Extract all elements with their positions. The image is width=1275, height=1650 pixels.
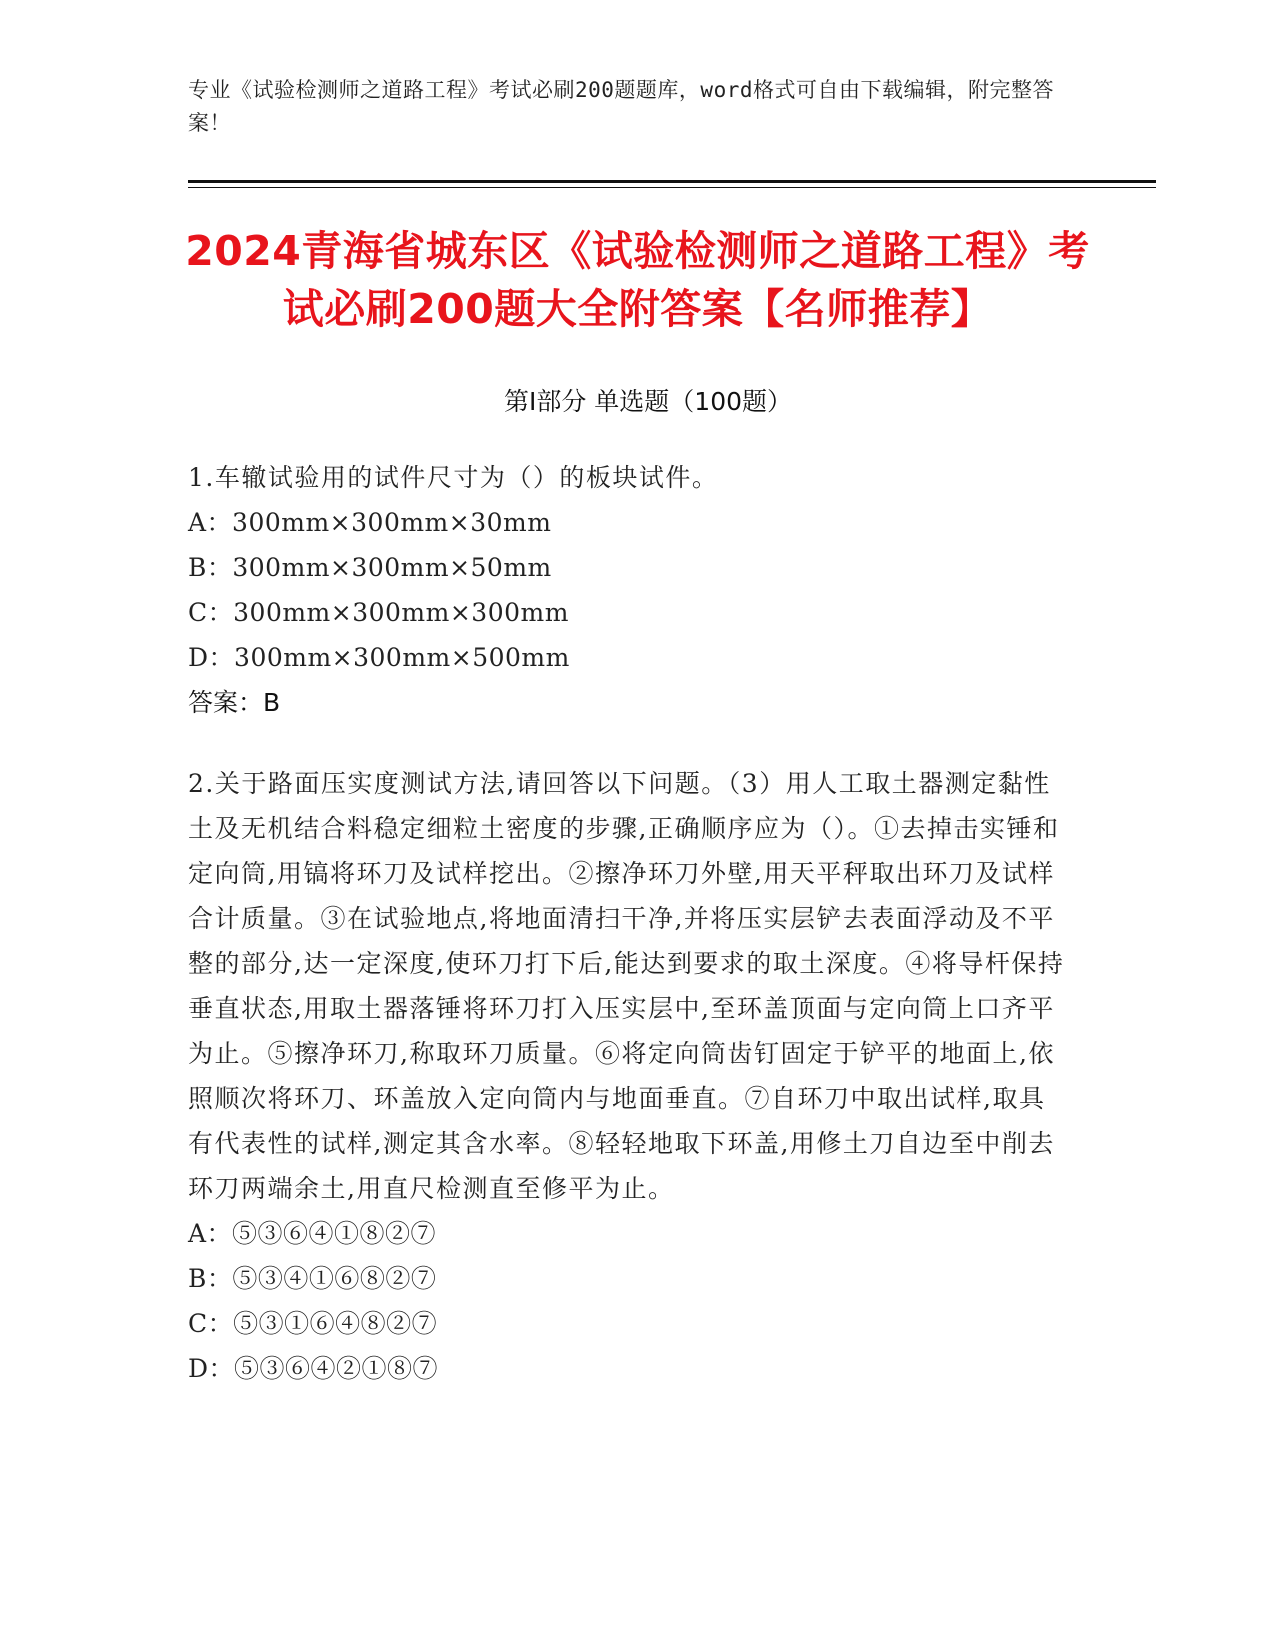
option-c: C：300mm×300mm×300mm bbox=[188, 598, 569, 627]
question-stem: 2.关于路面压实度测试方法,请回答以下问题。（3）用人工取土器测定黏性土及无机结合料稳定细粒土密度的步骤,正确顺序应为（）。①去掉击实锤和定向筒,用镐将环刀及试样挖出。②擦净环刀外壁,用天平秤取出环刀及试样合计质量。③在试验地点,将地面清扫干净,并将压实层铲去表面浮动及不平整的部分,达一定深度,使环刀打下后,能达到要求的取土深度。④将导杆保持垂直状态,用取土器落锤将环刀打入压实层中,至环盖顶面与定向筒上口齐平为止。⑤擦净环刀,称取环刀质量。⑥将定向筒齿钉固定于铲平的地面上,依照顺次将环刀、环盖放入定向筒内与地面垂直。⑦自环刀中取出试样,取具有代表性的试样,测定其含水率。⑧轻轻地取下环盖,用修土刀自边至中削去环刀两端余土,用直尺检测直至修平为止。 bbox=[188, 769, 1065, 1203]
header-divider-thick bbox=[188, 180, 1156, 183]
question-stem: 1.车辙试验用的试件尺寸为（）的板块试件。 bbox=[188, 463, 719, 492]
option-a: A：300mm×300mm×30mm bbox=[188, 508, 552, 537]
document-title: 2024青海省城东区《试验检测师之道路工程》考试必刷200题大全附答案【名师推荐】 bbox=[185, 227, 1090, 333]
question-1 bbox=[188, 455, 1068, 725]
answer-line: 答案：B bbox=[188, 688, 281, 717]
option-d: D：⑤③⑥④②①⑧⑦ bbox=[188, 1354, 439, 1383]
section-heading: 第Ⅰ部分 单选题（100题） bbox=[503, 387, 793, 416]
option-b: B：300mm×300mm×50mm bbox=[188, 553, 552, 582]
option-d: D：300mm×300mm×500mm bbox=[188, 643, 570, 672]
header-divider-thin bbox=[188, 187, 1156, 188]
header-note: 专业《试验检测师之道路工程》考试必刷200题题库，word格式可自由下载编辑，附完整答案！ bbox=[188, 78, 1054, 135]
option-c: C：⑤③①⑥④⑧②⑦ bbox=[188, 1309, 438, 1338]
option-a: A：⑤③⑥④①⑧②⑦ bbox=[188, 1219, 437, 1248]
question-2 bbox=[188, 761, 1068, 1391]
option-b: B：⑤③④①⑥⑧②⑦ bbox=[188, 1264, 437, 1293]
